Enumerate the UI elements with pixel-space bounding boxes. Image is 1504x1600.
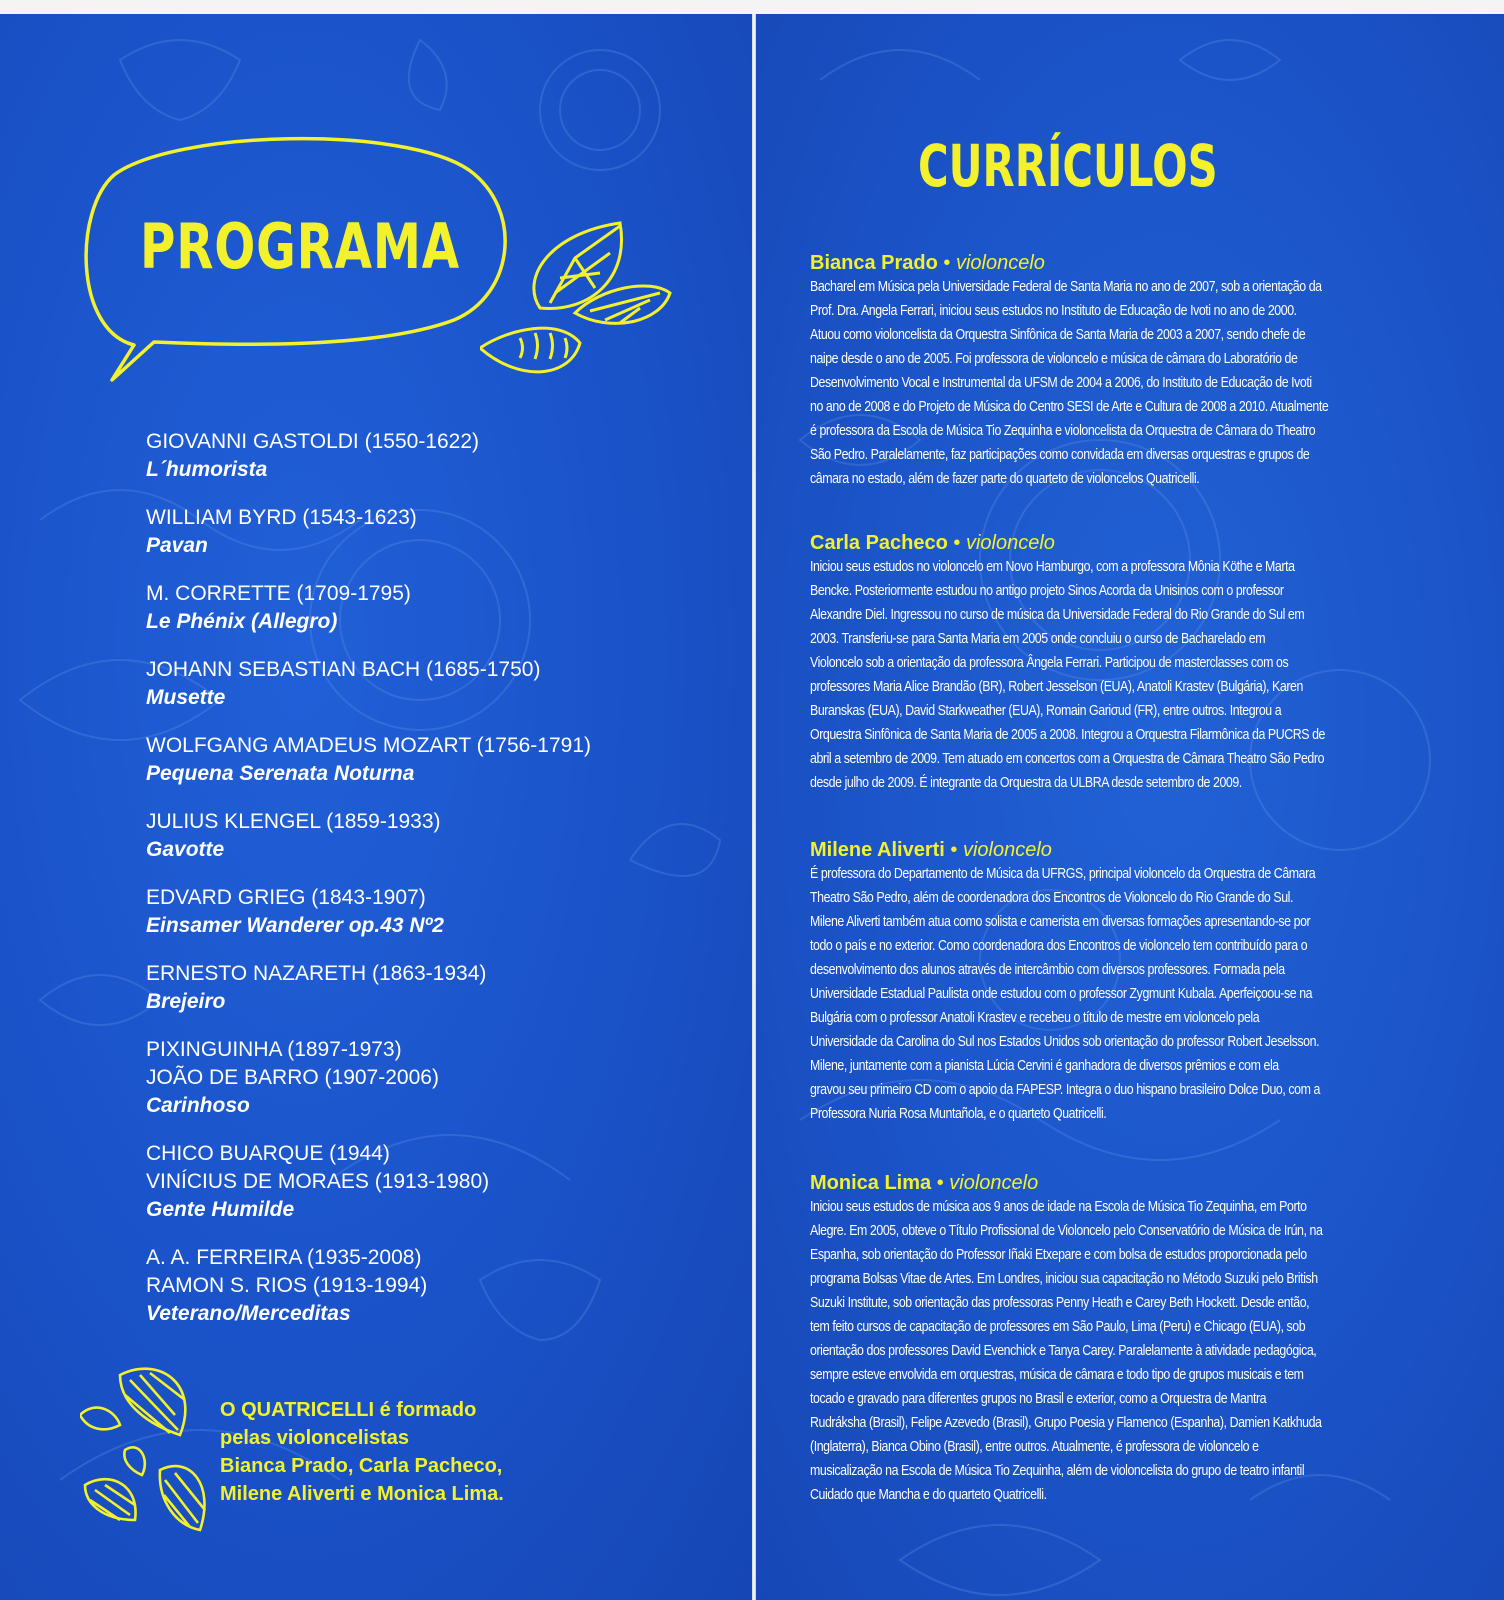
composer: WILLIAM BYRD (1543-1623)	[146, 506, 417, 529]
piece-title: Veterano/Merceditas	[146, 1302, 351, 1325]
bio-name: Milene Aliverti	[810, 839, 945, 861]
bio-line: gravou seu primeiro CD com o apoio da FAPESP. Integra o duo hispano brasileiro Dolce Duo, com a	[810, 1082, 1320, 1098]
program-item	[146, 1036, 746, 1120]
program-list	[146, 428, 746, 1348]
bio-name: Bianca Prado	[810, 252, 938, 274]
program-item	[146, 580, 746, 636]
composer: EDVARD GRIEG (1843-1907)	[146, 886, 426, 909]
bio-heading	[810, 838, 1438, 862]
bio-instrument: violoncelo	[949, 1172, 1039, 1194]
bio-line: sempre esteve envolvida em orquestras, música de câmara e todo tipo de grupos musicais e tem	[810, 1367, 1304, 1383]
bio-separator: •	[931, 1172, 950, 1194]
program-item	[146, 1140, 746, 1224]
bio-line: é professora da Escola de Música Tio Zequinha e violoncelista da Orquestra de Câmara do Theatro	[810, 423, 1316, 439]
composer: PIXINGUINHA (1897-1973)	[146, 1038, 402, 1061]
bio-separator: •	[937, 252, 956, 274]
bio-line: desde julho de 2009. É integrante da Orquestra da ULBRA desde setembro de 2009.	[810, 775, 1242, 791]
bio-line: Atuou como violoncelista da Orquestra Sinfônica de Santa Maria de 2003 a 2007, sendo chefe de	[810, 327, 1306, 343]
composer: VINÍCIUS DE MORAES (1913-1980)	[146, 1170, 490, 1193]
note-line: O QUATRICELLI é formado	[220, 1399, 477, 1421]
piece-title: Pequena Serenata Noturna	[146, 762, 415, 785]
composer: CHICO BUARQUE (1944)	[146, 1142, 390, 1165]
leaf-cluster-icon	[480, 218, 690, 398]
bio-line: São Pedro. Paralelamente, faz participações como convidada em diversas orquestras e grupos de	[810, 447, 1310, 463]
bio-text	[810, 275, 1438, 491]
piece-title: Le Phénix (Allegro)	[146, 610, 338, 633]
program-item	[146, 960, 746, 1016]
bio-line: Milene, juntamente com a pianista Lúcia Cervini é ganhadora de diversos prêmios e com ela	[810, 1058, 1279, 1074]
bio-line: Universidade Estadual Paulista onde estudou com o professor Zygmunt Kubala. Aperfeiçoou-se na	[810, 986, 1313, 1002]
bio-line: naipe desde o ano de 2005. Foi professora de violoncelo e música de câmara do Laboratório de	[810, 351, 1298, 367]
bio-line: câmara no estado, além de fazer parte do quarteto de violoncelos Quatricelli.	[810, 471, 1200, 487]
bio-heading	[810, 531, 1438, 555]
programa-title: PROGRAMA	[140, 210, 460, 283]
composer: M. CORRETTE (1709-1795)	[146, 582, 411, 605]
composer: GIOVANNI GASTOLDI (1550-1622)	[146, 430, 480, 453]
piece-title: Einsamer Wanderer op.43 Nº2	[146, 914, 444, 937]
bio-text	[810, 1195, 1438, 1507]
bio-instrument: violoncelo	[965, 532, 1055, 554]
bio-line: Universidade da Carolina do Sul nos Estados Unidos sob orientação do professor Robert Jeselsson.	[810, 1034, 1320, 1050]
bio-line: todo o país e no exterior. Como coordenadora dos Encontros de violoncelo tem contribuído para o	[810, 938, 1308, 954]
bio-line: Buranskas (EUA), David Starkweather (EUA), Romain Gariσud (FR), entre outros. Integrou a	[810, 703, 1282, 719]
bio-line: tem feito cursos de capacitação de professores em São Paulo, Lima (Peru) e Chicago (EUA), sob	[810, 1319, 1306, 1335]
program-item	[146, 808, 746, 864]
program-item	[146, 504, 746, 560]
bio-line: no ano de 2008 e do Projeto de Música do Centro SESI de Arte e Cultura de 2008 a 2010. Atualmente	[810, 399, 1329, 415]
program-item	[146, 1244, 746, 1328]
bio-line: Professora Nuria Rosa Muntañola, e o quarteto Quatricelli.	[810, 1106, 1107, 1122]
bio-monica-lima	[810, 1171, 1438, 1507]
piece-title: Gente Humilde	[146, 1198, 295, 1221]
bio-line: musicalização na Escola de Música Tio Zequinha, além de violoncelista do grupo de teatro infantil	[810, 1463, 1305, 1479]
bio-line: tocado e gravado para diferentes grupos no Brasil e exterior, como a Orquestra de Mantra	[810, 1391, 1267, 1407]
bio-line: Milene Aliverti também atua como solista e camerista em diversas formações apresentando-se por	[810, 914, 1311, 930]
bio-line: Theatro São Pedro, além de coordenadora dos Encontros de Violoncelo do Rio Grande do Sul.	[810, 890, 1294, 906]
piece-title: Brejeiro	[146, 990, 226, 1013]
piece-title: L´humorista	[146, 458, 268, 481]
bio-line: Bacharel em Música pela Universidade Federal de Santa Maria no ano de 2007, sob a orientação da	[810, 279, 1322, 295]
bio-carla-pacheco	[810, 531, 1438, 795]
piece-title: Gavotte	[146, 838, 225, 861]
bio-line: 2003. Transferiu-se para Santa Maria em 2005 onde concluiu o curso de Bacharelado em	[810, 631, 1266, 647]
bio-line: Violoncelo sob a orientação da professora Ângela Ferrari. Participou de masterclasses com os	[810, 655, 1289, 671]
composer: JULIUS KLENGEL (1859-1933)	[146, 810, 441, 833]
bio-line: (Inglaterra), Bianca Obino (Brasil), entre outros. Atualmente, é professora de violoncelo e	[810, 1439, 1259, 1455]
composer: JOÃO DE BARRO (1907-2006)	[146, 1066, 439, 1089]
composer: JOHANN SEBASTIAN BACH (1685-1750)	[146, 658, 541, 681]
note-line: Milene Aliverti e Monica Lima.	[220, 1483, 504, 1505]
bio-line: orientação dos professores David Evenchick e Tanya Carey. Paralelamente à atividade pedagógica,	[810, 1343, 1317, 1359]
bio-line: Espanha, sob orientação do Professor Iñaki Etxepare e com bolsa de estudos proporcionada pelo	[810, 1247, 1307, 1263]
composer: ERNESTO NAZARETH (1863-1934)	[146, 962, 487, 985]
bio-line: É professora do Departamento de Música da UFRGS, principal violoncelo da Orquestra de Câmara	[810, 866, 1316, 882]
bio-line: programa Bolsas Vitae de Artes. Em Londres, iniciou sua capacitação no Método Suzuki pelo British	[810, 1271, 1318, 1287]
bio-heading	[810, 251, 1438, 275]
composer: RAMON S. RIOS (1913-1994)	[146, 1274, 428, 1297]
bio-name: Carla Pacheco	[810, 532, 948, 554]
bio-name: Monica Lima	[810, 1172, 932, 1194]
program-item	[146, 656, 746, 712]
bio-text	[810, 555, 1438, 795]
bio-line: Prof. Dra. Angela Ferrari, iniciou seus estudos no Instituto de Educação de Ivoti no ano de 2000.	[810, 303, 1297, 319]
curriculos-title: CURRÍCULOS	[918, 132, 1218, 200]
program-item	[146, 884, 746, 940]
bio-heading	[810, 1171, 1438, 1195]
bio-line: Orquestra Sinfônica de Santa Maria de 2005 a 2008. Integrou a Orquestra Filarmônica da PUCRS de	[810, 727, 1326, 743]
composer: A. A. FERREIRA (1935-2008)	[146, 1246, 422, 1269]
ensemble-note	[220, 1396, 640, 1508]
piece-title: Musette	[146, 686, 226, 709]
program-item	[146, 732, 746, 788]
piece-title: Pavan	[146, 534, 208, 557]
bio-line: Suzuki Institute, sob orientação das professoras Penny Heath e Carey Beth Hockett. Desde então,	[810, 1295, 1310, 1311]
note-line: Bianca Prado, Carla Pacheco,	[220, 1455, 503, 1477]
bio-line: professores Maria Alice Brandão (BR), Robert Jesselson (EUA), Anatoli Krastev (Bulgária), Karen	[810, 679, 1303, 695]
bio-line: Iniciou seus estudos de música aos 9 anos de idade na Escola de Música Tio Zequinha, em Porto	[810, 1199, 1307, 1215]
bio-line: Cuidado que Mancha e do quarteto Quatricelli.	[810, 1487, 1047, 1503]
bio-line: desenvolvimento dos alunos através de intercâmbio com diversos professores. Formada pela	[810, 962, 1285, 978]
bio-line: Desenvolvimento Vocal e Instrumental da UFSM de 2004 a 2006, do Instituto de Educação de Ivoti	[810, 375, 1312, 391]
bio-separator: •	[944, 839, 963, 861]
program-item	[146, 428, 746, 484]
bio-line: Rudráksha (Brasil), Felipe Azevedo (Brasil), Grupo Poesia y Flamenco (Espanha), Damien Katkhuda	[810, 1415, 1322, 1431]
bio-instrument: violoncelo	[955, 252, 1045, 274]
bio-line: abril a setembro de 2009. Tem atuado em concertos com a Orquestra de Câmara Theatro São Pedro	[810, 751, 1325, 767]
leaf-cluster-icon	[80, 1355, 220, 1555]
bio-line: Alexandre Diel. Ingressou no curso de música da Universidade Federal do Rio Grande do Sul em	[810, 607, 1305, 623]
bio-line: Bencke. Posteriormente estudou no antigo projeto Sinos Acorda da Unisinos com o professor	[810, 583, 1284, 599]
bio-bianca-prado	[810, 251, 1438, 491]
bio-milene-aliverti	[810, 838, 1438, 1126]
bio-text	[810, 862, 1438, 1126]
bio-line: Iniciou seus estudos no violoncelo em Novo Hamburgo, com a professora Mônia Köthe e Marta	[810, 559, 1295, 575]
composer: WOLFGANG AMADEUS MOZART (1756-1791)	[146, 734, 592, 757]
note-line: pelas violoncelistas	[220, 1427, 409, 1449]
bio-instrument: violoncelo	[962, 839, 1052, 861]
bio-separator: •	[947, 532, 966, 554]
bio-line: Alegre. Em 2005, obteve o Título Profissional de Violoncelo pelo Conservatório de Música de Irún, na	[810, 1223, 1323, 1239]
piece-title: Carinhoso	[146, 1094, 250, 1117]
bio-line: Bulgária com o professor Anatoli Krastev e recebeu o título de mestre em violoncelo pela	[810, 1010, 1260, 1026]
